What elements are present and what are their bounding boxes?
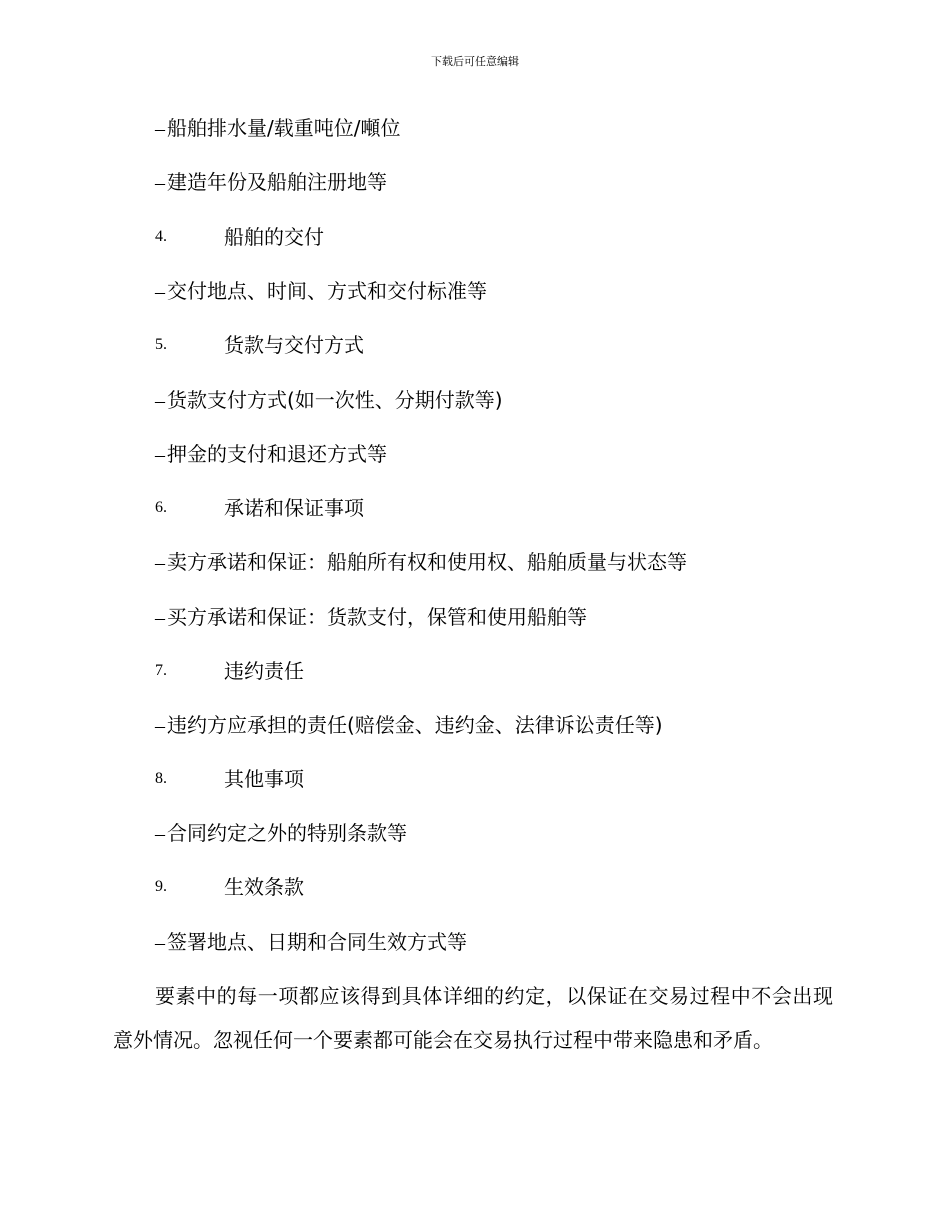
bullet-text: 船舶排水量/载重吨位/噸位 xyxy=(167,116,401,140)
bullet-dash: – xyxy=(155,118,165,140)
bullet-item xyxy=(155,168,387,197)
bullet-dash: – xyxy=(155,390,165,412)
bullet-dash: – xyxy=(155,552,165,574)
section-title: 承诺和保证事项 xyxy=(224,496,364,520)
section-number: 6. xyxy=(155,499,167,516)
bullet-item xyxy=(155,277,487,306)
bullet-dash: – xyxy=(155,932,165,954)
bullet-dash: – xyxy=(155,715,165,737)
bullet-text: 签署地点、日期和合同生效方式等 xyxy=(167,930,467,954)
bullet-dash: – xyxy=(155,281,165,303)
bullet-dash: – xyxy=(155,607,165,629)
bullet-item xyxy=(155,603,587,632)
summary-paragraph: 要素中的每一项都应该得到具体详细的约定，以保证在交易过程中不会出现意外情况。忽视任何一个要素都可能会在交易执行过程中带来隐患和矛盾。 xyxy=(113,984,833,1052)
section-title: 其他事项 xyxy=(224,767,304,791)
bullet-text: 买方承诺和保证：货款支付，保管和使用船舶等 xyxy=(167,605,587,629)
bullet-text: 合同约定之外的特别条款等 xyxy=(167,821,407,845)
bullet-text: 押金的支付和退还方式等 xyxy=(167,442,387,466)
bullet-item xyxy=(155,548,687,577)
page-header: 下载后可任意编辑 xyxy=(431,55,519,68)
bullet-item xyxy=(155,711,663,740)
bullet-item xyxy=(155,928,467,957)
bullet-dash: – xyxy=(155,823,165,845)
bullet-item xyxy=(155,114,400,143)
bullet-text: 交付地点、时间、方式和交付标准等 xyxy=(167,279,487,303)
bullet-text: 货款支付方式(如一次性、分期付款等) xyxy=(167,388,503,412)
bullet-text: 建造年份及船舶注册地等 xyxy=(167,170,387,194)
bullet-text: 卖方承诺和保证：船舶所有权和使用权、船舶质量与状态等 xyxy=(167,550,687,574)
section-number: 9. xyxy=(155,878,167,895)
bullet-item xyxy=(155,440,387,469)
section-number: 7. xyxy=(155,662,167,679)
section-number: 4. xyxy=(155,228,167,245)
bullet-item xyxy=(155,386,503,415)
section-title: 船舶的交付 xyxy=(224,225,324,249)
section-title: 违约责任 xyxy=(224,659,304,683)
bullet-item xyxy=(155,819,407,848)
bullet-dash: – xyxy=(155,444,165,466)
section-title: 生效条款 xyxy=(224,875,304,899)
section-number: 8. xyxy=(155,770,167,787)
section-title: 货款与交付方式 xyxy=(224,333,364,357)
bullet-text: 违约方应承担的责任(赔偿金、违约金、法律诉讼责任等) xyxy=(167,713,663,737)
section-number: 5. xyxy=(155,336,167,353)
bullet-dash: – xyxy=(155,172,165,194)
